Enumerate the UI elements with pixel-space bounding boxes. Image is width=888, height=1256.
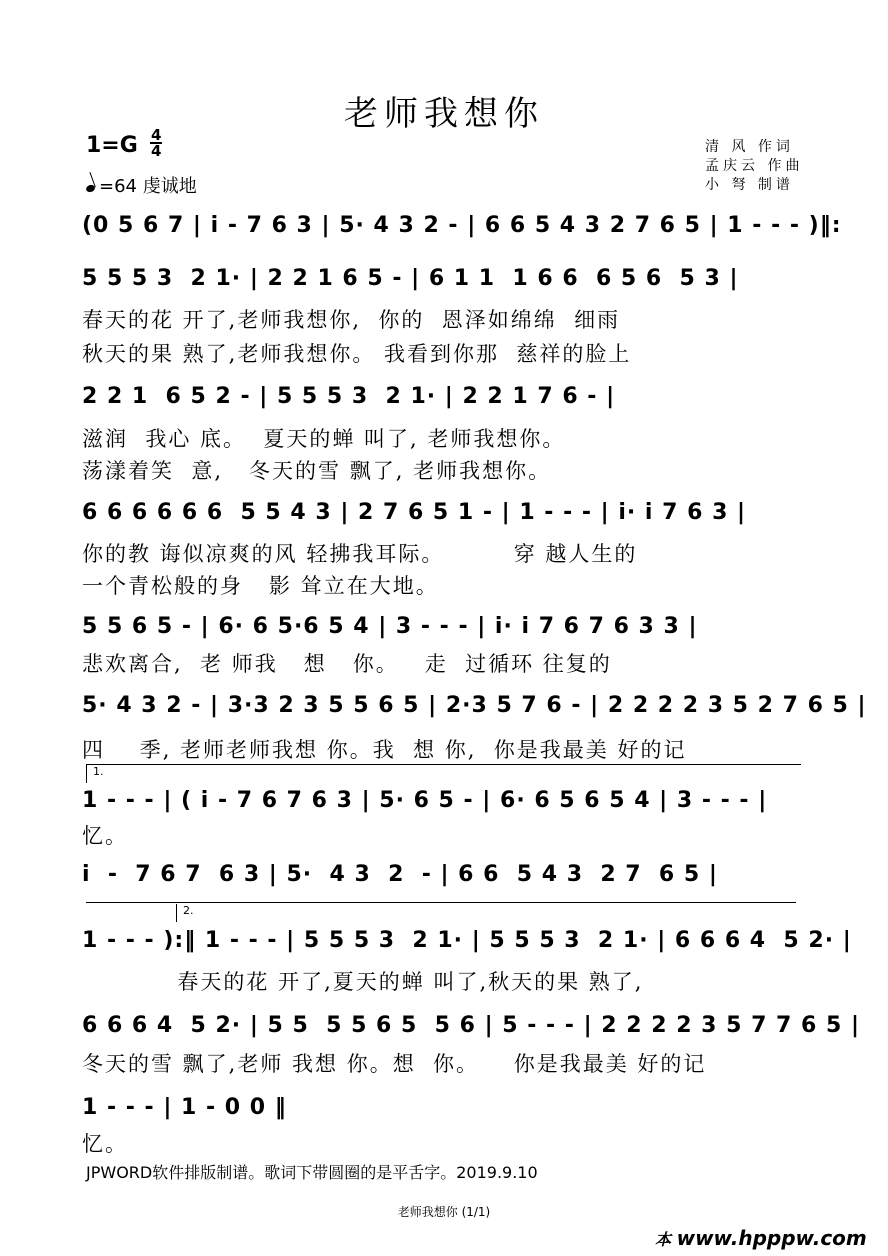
lyricist-credit: 清 风 作词: [705, 139, 794, 155]
music-line-5: 5· 4 3 2 - | 3·3 2 3 5 5 6 5 | 2·3 5 7 6 - | 2 2 2 2 3 5 2 7 6 5 |: [82, 693, 867, 718]
lyric-line-5: 四 季, 老师老师我想 你。我 想 你, 你是我最美 好的记: [82, 738, 687, 762]
time-signature: [150, 128, 162, 158]
lyric-line-9: 冬天的雪 飘了,老师 我想 你。想 你。 你是我最美 好的记: [82, 1052, 707, 1076]
lyric-line-3b: 一个青松般的身 影 耸立在大地。: [82, 574, 439, 598]
music-line-3: 6 6 6 6 6 6 5 5 4 3 | 2 7 6 5 1 - | 1 - - - | i· i 7 6 3 |: [82, 500, 747, 525]
lyric-line-2a: 滋润 我心 底。 夏天的蝉 叫了, 老师我想你。: [82, 427, 566, 451]
footer-note: JPWORD软件排版制谱。歌词下带圆圈的是平舌字。2019.9.10: [86, 1163, 538, 1182]
lyric-line-10: 忆。: [82, 1132, 128, 1156]
lyric-line-3a: 你的教 诲似凉爽的风 轻拂我耳际。 穿 越人生的: [82, 542, 638, 566]
music-line-4: 5 5 6 5 - | 6· 6 5·6 5 4 | 3 - - - | i· i 7 6 7 6 3 3 |: [82, 614, 698, 639]
tempo-marking: [86, 172, 197, 198]
arranger-credit: 小 弩 制谱: [705, 177, 794, 193]
volta-bracket-2: [176, 904, 223, 922]
quarter-note-icon: [85, 184, 96, 194]
time-sig-numerator: 4: [151, 126, 162, 144]
music-line-1: 5 5 5 3 2 1· | 2 2 1 6 5 - | 6 1 1 1 6 6 6 5 6 5 3 |: [82, 266, 739, 291]
music-line-9: 6 6 6 4 5 2· | 5 5 5 5 6 5 5 6 | 5 - - - | 2 2 2 2 3 5 7 7 6 5 |: [82, 1013, 860, 1038]
site-url: www.hpppw.com: [676, 1226, 867, 1250]
music-line-0: (0 5 6 7 | i - 7 6 3 | 5· 4 3 2 - | 6 6 5 4 3 2 7 6 5 | 1 - - - )‖:: [82, 213, 842, 238]
music-line-10: 1 - - - | 1 - 0 0 ‖: [82, 1095, 287, 1120]
composer-credit: 孟庆云 作曲: [705, 158, 804, 174]
site-prefix: 本: [655, 1230, 672, 1249]
volta-rule: [86, 902, 796, 903]
tempo-text: =64 虔诚地: [99, 176, 197, 197]
lyric-line-1b: 秋天的果 熟了,老师我想你。 我看到你那 慈祥的脸上: [82, 342, 632, 366]
lyric-line-8: 春天的花 开了,夏天的蝉 叫了,秋天的果 熟了,: [82, 970, 644, 994]
lyric-line-2b: 荡漾着笑 意, 冬天的雪 飘了, 老师我想你。: [82, 459, 552, 483]
lyric-line-4: 悲欢离合, 老 师我 想 你。 走 过循环 往复的: [82, 652, 612, 676]
music-line-8: 1 - - - ):‖ 1 - - - | 5 5 5 3 2 1· | 5 5 5 3 2 1· | 6 6 6 4 5 2· |: [82, 928, 852, 953]
lyric-line-1a: 春天的花 开了,老师我想你, 你的 恩泽如绵绵 细雨: [82, 308, 621, 332]
lyric-line-6: 忆。: [82, 824, 128, 848]
music-line-2: 2 2 1 6 5 2 - | 5 5 5 3 2 1· | 2 2 1 7 6 - |: [82, 384, 616, 409]
volta-bracket-1: [86, 764, 801, 783]
volta-label-2: 2.: [183, 904, 194, 917]
volta-label-1: 1.: [93, 765, 104, 778]
page-label: 老师我想你 (1/1): [397, 1205, 491, 1219]
music-line-6: 1 - - - | ( i - 7 6 7 6 3 | 5· 6 5 - | 6· 6 5 6 5 4 | 3 - - - |: [82, 788, 768, 813]
time-sig-denominator: 4: [151, 142, 162, 160]
song-title: 老师我想你: [344, 94, 544, 134]
credits: [705, 138, 803, 195]
site-watermark: [655, 1226, 867, 1250]
music-line-7: i - 7 6 7 6 3 | 5· 4 3 2 - | 6 6 5 4 3 2 7 6 5 |: [82, 862, 718, 887]
key-signature: 1=G: [86, 133, 138, 158]
